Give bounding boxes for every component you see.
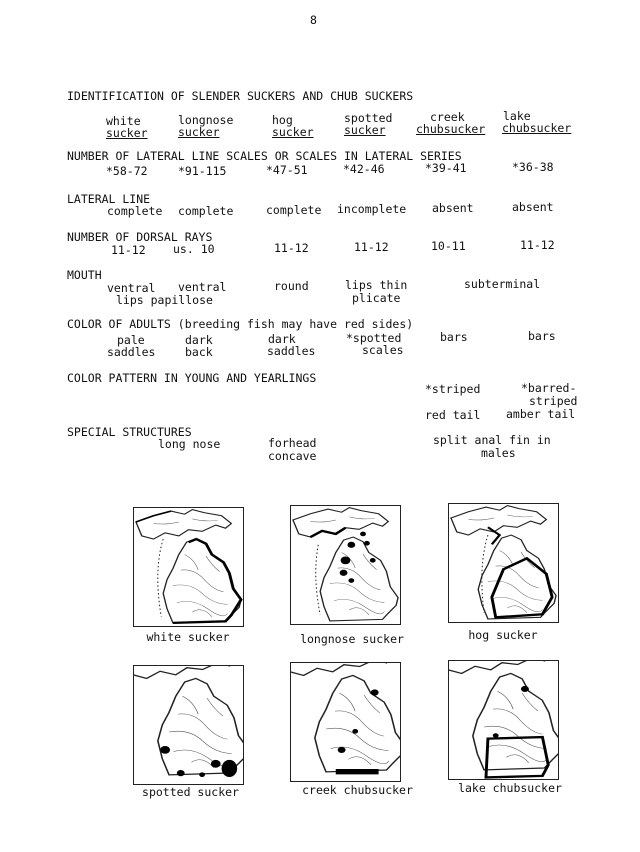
caption-creek-chubsucker: creek chubsucker: [302, 783, 413, 797]
caption-lake-chubsucker: lake chubsucker: [458, 781, 562, 795]
map-lake-chubsucker: [448, 660, 559, 780]
color-young-creek-1: *striped: [425, 382, 481, 396]
color-adults-longnose-2: back: [185, 345, 213, 359]
map-creek-chubsucker: [290, 662, 401, 782]
caption-longnose-sucker: longnose sucker: [300, 632, 404, 646]
dorsal-rays-spotted: 11-12: [354, 240, 389, 254]
color-adults-hog-1: dark: [268, 332, 296, 346]
species-creek-line1: creek: [430, 110, 465, 124]
lateral-line-lake: absent: [512, 200, 554, 214]
lateral-scales-white: *58-72: [106, 164, 148, 178]
special-longnose: long nose: [158, 437, 221, 451]
species-spotted-line2: sucker: [344, 123, 386, 137]
color-young-creek-2: red tail: [425, 408, 481, 422]
lateral-line-white: complete: [107, 204, 163, 218]
color-adults-white-2: saddles: [107, 345, 156, 359]
lateral-line-creek: absent: [432, 201, 474, 215]
species-lake-line2: chubsucker: [502, 121, 572, 135]
species-white-line2: sucker: [106, 126, 148, 140]
color-adults-hog-2: saddles: [267, 344, 316, 358]
lateral-line-longnose: complete: [178, 204, 234, 218]
lateral-scales-spotted: *42-46: [343, 162, 385, 176]
species-longnose-line1: longnose: [178, 113, 234, 127]
species-lake-line1: lake: [503, 109, 531, 123]
mouth-longnose: ventral: [178, 280, 227, 294]
color-young-lake-1: *barred-: [521, 381, 577, 395]
dorsal-rays-creek: 10-11: [431, 239, 466, 253]
lateral-line-hog: complete: [266, 203, 322, 217]
color-adults-longnose-1: dark: [185, 333, 213, 347]
species-white-line1: white: [106, 114, 141, 128]
special-hog-2: concave: [268, 449, 317, 463]
caption-white-sucker: white sucker: [146, 630, 230, 644]
caption-spotted-sucker: spotted sucker: [142, 785, 239, 799]
lateral-line-heading: LATERAL LINE: [67, 192, 151, 206]
caption-hog-sucker: hog sucker: [468, 628, 538, 642]
map-hog-sucker: [448, 503, 559, 623]
mouth-chubsuckers: subterminal: [464, 277, 541, 291]
color-young-lake-3: amber tail: [506, 407, 576, 421]
lateral-scales-heading: NUMBER OF LATERAL LINE SCALES OR SCALES IN LATERAL SERIES: [67, 149, 462, 163]
special-creek-2: males: [481, 446, 516, 460]
map-longnose-sucker: [290, 505, 401, 625]
color-adults-creek: bars: [440, 330, 468, 344]
mouth-heading: MOUTH: [67, 268, 102, 282]
color-adults-heading: COLOR OF ADULTS (breeding fish may have red sides): [67, 317, 414, 331]
dorsal-rays-white: 11-12: [111, 243, 146, 257]
lateral-scales-hog: *47-51: [266, 163, 308, 177]
color-adults-spotted-2: scales: [362, 343, 404, 357]
lateral-scales-creek: *39-41: [425, 161, 467, 175]
dorsal-rays-longnose: us. 10: [173, 242, 215, 256]
lateral-scales-longnose: *91-115: [178, 164, 227, 178]
mouth-spotted-plicate: plicate: [352, 291, 401, 305]
color-adults-white-1: pale: [117, 333, 145, 347]
mouth-white: ventral: [107, 281, 156, 295]
dorsal-rays-hog: 11-12: [274, 241, 309, 255]
map-spotted-sucker: [133, 665, 244, 785]
dorsal-rays-heading: NUMBER OF DORSAL RAYS: [67, 230, 213, 244]
species-hog-line2: sucker: [272, 125, 314, 139]
species-creek-line2: chubsucker: [416, 122, 486, 136]
color-adults-lake: bars: [528, 329, 556, 343]
species-longnose-line2: sucker: [178, 125, 220, 139]
color-adults-spotted-1: *spotted: [346, 331, 402, 345]
color-young-lake-2: striped: [529, 394, 578, 408]
map-white-sucker: [133, 507, 244, 627]
lateral-scales-lake: *36-38: [512, 160, 554, 174]
special-heading: SPECIAL STRUCTURES: [67, 425, 192, 439]
dorsal-rays-lake: 11-12: [520, 238, 555, 252]
page-title: IDENTIFICATION OF SLENDER SUCKERS AND CHUB SUCKERS: [67, 89, 414, 103]
species-spotted-line1: spotted: [344, 111, 393, 125]
mouth-hog: round: [274, 279, 309, 293]
special-creek-1: split anal fin in: [433, 433, 551, 447]
lateral-line-spotted: incomplete: [337, 202, 407, 216]
mouth-lips-papillose: lips papillose: [116, 293, 213, 307]
species-hog-line1: hog: [272, 113, 293, 127]
mouth-spotted: lips thin: [345, 278, 408, 292]
special-hog-1: forhead: [268, 436, 317, 450]
color-young-heading: COLOR PATTERN IN YOUNG AND YEARLINGS: [67, 371, 317, 385]
page-number: 8: [310, 13, 317, 27]
